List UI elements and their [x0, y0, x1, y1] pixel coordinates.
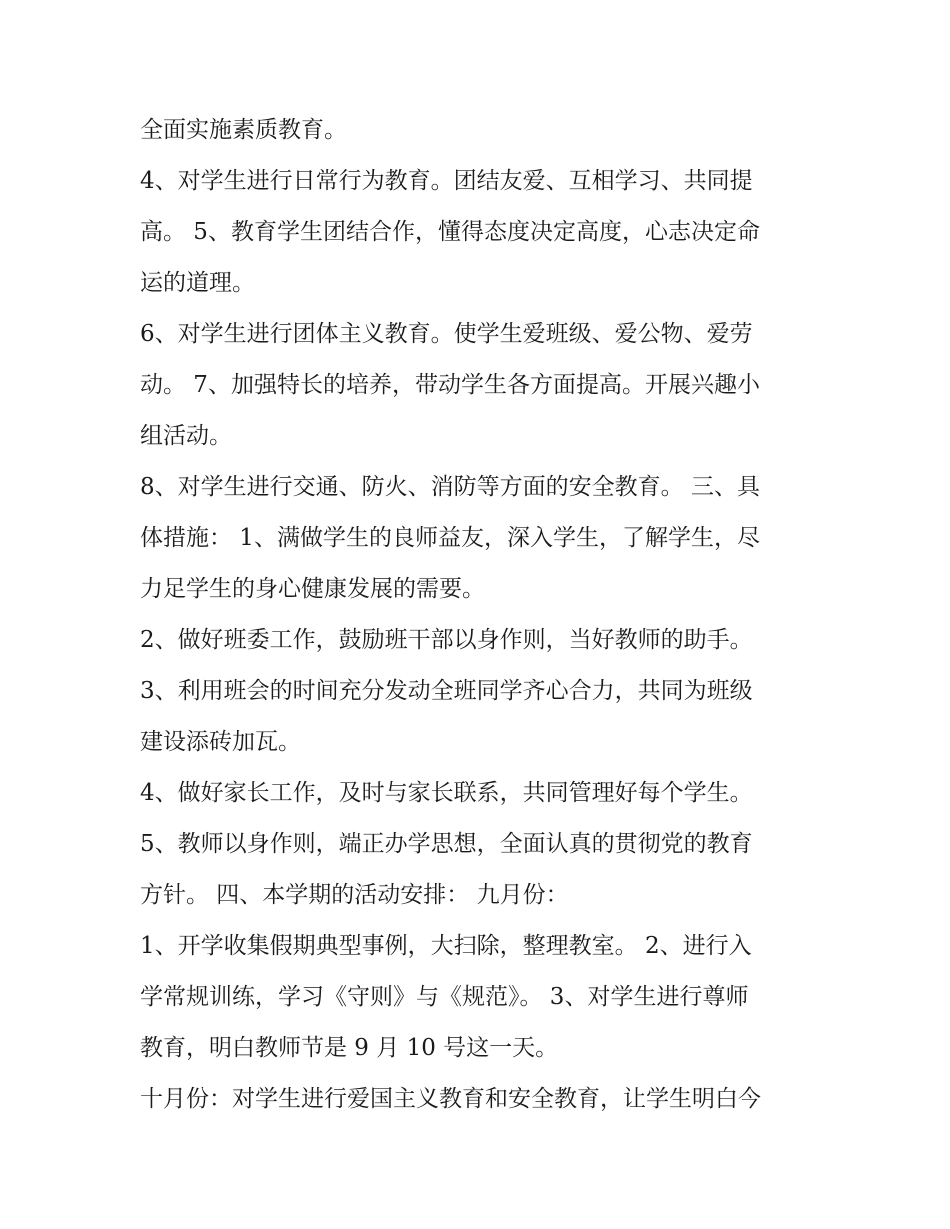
text-line: 3、利用班会的时间充分发动全班同学齐心合力，共同为班级 [140, 678, 753, 704]
text-line: 4、做好家长工作，及时与家长联系，共同管理好每个学生。 [140, 780, 753, 806]
text-line: 4、对学生进行日常行为教育。团结友爱、互相学习、共同提 [140, 168, 753, 194]
text-line: 8、对学生进行交通、防火、消防等方面的安全教育。 三、具 [140, 474, 760, 500]
text-line: 1、开学收集假期典型事例，大扫除，整理教室。 2、进行入 [140, 933, 752, 959]
text-line: 5、教师以身作则，端正办学思想，全面认真的贯彻党的教育 [140, 831, 753, 857]
text-line: 力足学生的身心健康发展的需要。 [140, 576, 485, 602]
text-line: 2、做好班委工作，鼓励班干部以身作则，当好教师的助手。 [140, 627, 753, 653]
text-line: 6、对学生进行团体主义教育。使学生爱班级、爱公物、爱劳 [140, 321, 753, 347]
text-line: 方针。 四、本学期的活动安排： 九月份： [140, 882, 569, 908]
text-line: 组活动。 [140, 423, 232, 449]
text-line: 教育，明白教师节是 9 月 10 号这一天。 [140, 1035, 559, 1061]
text-line: 运的道理。 [140, 270, 255, 296]
document-body [140, 105, 830, 1125]
text-line: 建设添砖加瓦。 [140, 729, 301, 755]
text-line: 体措施： 1、满做学生的良师益友，深入学生，了解学生，尽 [140, 525, 760, 551]
text-line: 高。 5、教育学生团结合作，懂得态度决定高度，心志决定命 [140, 219, 760, 245]
text-line: 全面实施素质教育。 [140, 117, 347, 143]
text-line: 学常规训练，学习《守则》与《规范》。 3、对学生进行尊师 [140, 984, 749, 1010]
text-line: 十月份：对学生进行爱国主义教育和安全教育，让学生明白今 [140, 1086, 761, 1112]
text-line: 动。 7、加强特长的培养，带动学生各方面提高。开展兴趣小 [140, 372, 760, 398]
